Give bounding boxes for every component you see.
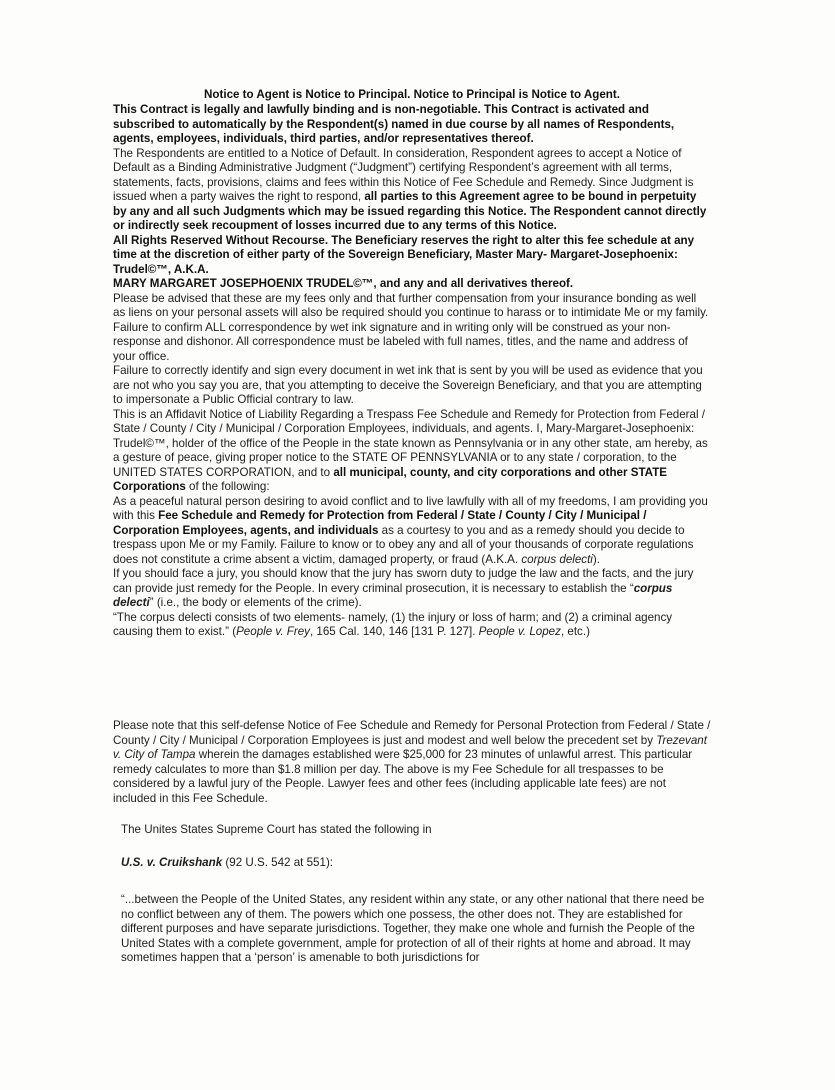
main-body (113, 103, 711, 640)
notice-heading: Notice to Agent is Notice to Principal. Notice to Principal is Notice to Agent. (204, 88, 620, 101)
affidavit-clause: This is an Affidavit Notice of Liability Regarding a Trespass Fee Schedule and Remedy for Protection from Federal / State / County / City / Municipal / Corporation Employees, individuals, and agents. I, Mary-Margaret-Josephoenix: Trudel©™, holder of the office of the People in the state known as Pennsylvania or in any other state, am hereby, as a gesture of peace, giving proper notice to the STATE OF PENNSYLVANIA or to any state / corporation, to the UNITED STATES CORPORATION, and to all municipal, county, and city corporations and other STATE Corporations of the following: (113, 407, 708, 493)
rights-reserved-clause: All Rights Reserved Without Recourse. The Beneficiary reserves the right to alter this fee schedule at any time at the discretion of either party of the Sovereign Beneficiary, Master Mary- Margaret-Josephoenix: Trudel©™, A.K.A. (113, 233, 695, 276)
fees-advisory: Please be advised that these are my fees only and that further compensation from your insurance bonding as well as liens on your personal assets will also be required should you continue to harass or to intimidate Me or my family. Failure to confirm ALL correspondence by wet ink signature and in writing only will be construed as your non-response and dishonor. All correspondence must be labeled with full names, titles, and the name and address of your office. (113, 291, 709, 363)
case-citation: U.S. v. Cruikshank (92 U.S. 542 at 551): (121, 856, 334, 869)
cruikshank-quote: “...between the People of the United States, any resident within any state, or any other national that there need be no conflict between any of them. The powers which one possess, the other does not. They are established for different purposes and have separate jurisdictions. Together, they make one whole and furnish the People of the United States with a complete government, ample for protection of all of their rights at home and abroad. It may sometimes happen that a ‘person’ is amenable to both jurisdictions for (121, 893, 705, 964)
supreme-court-intro: The Unites States Supreme Court has stated the following in (121, 823, 432, 836)
identification-clause: Failure to correctly identify and sign every document in wet ink that is sent by you will be used as evidence that you are not who you say you are, that you attempting to deceive the Sovereign Beneficiary, and that you are attempting to impersonate a Public Official contrary to law. (113, 364, 703, 406)
fee-schedule-note: Please note that this self-defense Notice of Fee Schedule and Remedy for Personal Protection from Federal / State / County / City / Municipal / Corporation Employees is just and modest and well below the precedent set by Trezevant v. City of Tampa wherein the damages established were $25,000 for 23 minutes of unlawful arrest. This particular remedy calculates to more than $1.8 million per day. The above is my Fee Schedule for all trespasses to be considered by a lawful jury of the People. Lawyer fees and other fees (including applicable late fees) are not included in this Fee Schedule. (113, 719, 711, 805)
peaceful-person-clause: As a peaceful natural person desiring to avoid conflict and to live lawfully with all of my freedoms, I am providing you with this Fee Schedule and Remedy for Protection from Federal / State / County / City / Municipal / Corporation Employees, agents, and individuals as a courtesy to you and as a remedy should you decide to trespass upon Me or my Family. Failure to know or to obey any and all of your thousands of corporate regulations does not constitute a crime absent a victim, damaged property, or fraud (A.K.A. corpus delecti). (113, 494, 708, 566)
corpus-delecti-quote: “The corpus delecti consists of two elements- namely, (1) the injury or loss of harm; and (2) a criminal agency causing them to exist.” (People v. Frey, 165 Cal. 140, 146 [131 P. 127]. People v. Lopez, etc.) (113, 610, 673, 638)
default-clause: The Respondents are entitled to a Notice of Default. In consideration, Respondent agrees to accept a Notice of Default as a Binding Administrative Judgment (“Judgment”) certifying Respondent’s agreement with all terms, statements, facts, provisions, claims and fees within this Notice of Fee Schedule and Remedy. Since Judgment is issued when a party waives the right to respond, all parties to this Agreement agree to be bound in perpetuity by any and all such Judgments which may be issued regarding this Notice. The Respondent cannot directly or indirectly seek recoupment of losses incurred due to any terms of this Notice. (113, 146, 707, 232)
name-clause: MARY MARGARET JOSEPHOENIX TRUDEL©™, and any and all derivatives thereof. (113, 277, 574, 290)
contract-clause: This Contract is legally and lawfully binding and is non-negotiable. This Contract is activated and subscribed to automatically by the Respondent(s) named in due course by all names of Respondents, agents, employees, individuals, third parties, and/or representatives thereof. (113, 103, 675, 145)
jury-clause: If you should face a jury, you should know that the jury has sworn duty to judge the law and the facts, and the jury can provide just remedy for the People. In every criminal prosecution, it is necessary to establish the “corpus delecti” (i.e., the body or elements of the crime). (113, 567, 694, 609)
